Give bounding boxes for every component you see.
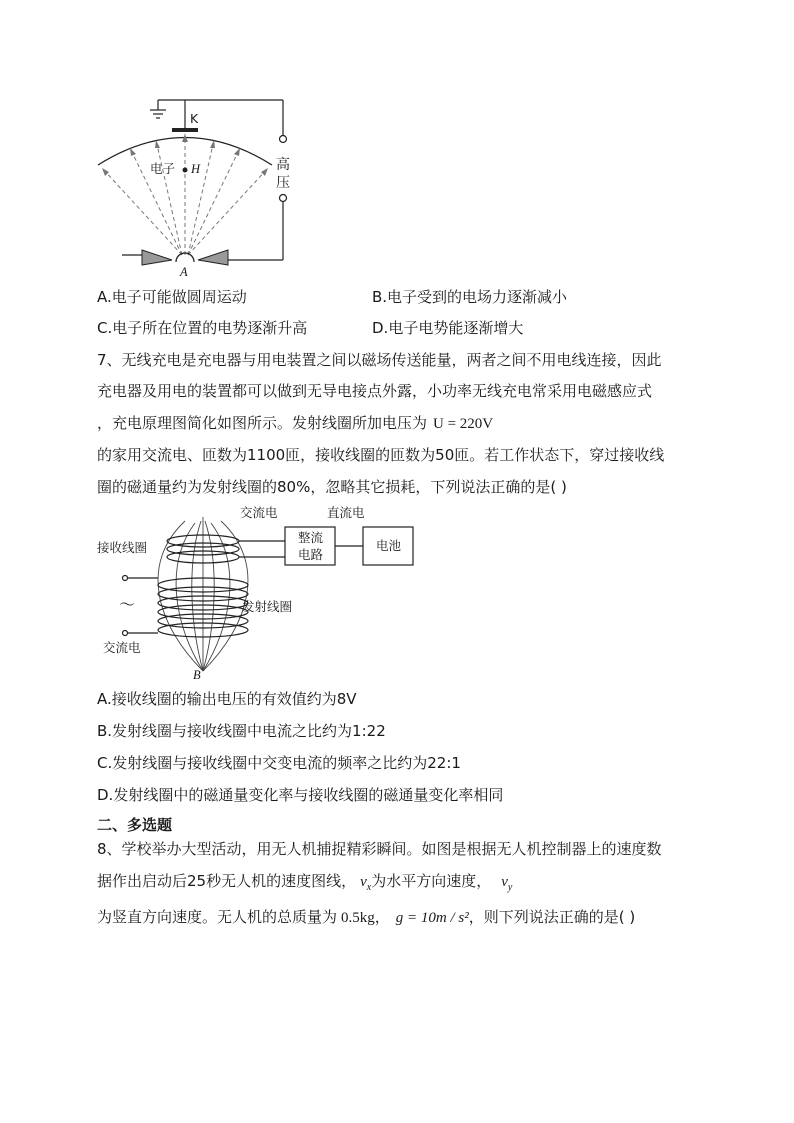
q8-line-2a: 据作出启动后25秒无人机的速度图线， bbox=[97, 872, 357, 890]
vy-symbol: $v_y$ bbox=[501, 874, 513, 893]
q8-line-2 bbox=[97, 871, 512, 898]
rectifier-label-2: 电路 bbox=[298, 547, 324, 562]
dc-label: 直流电 bbox=[327, 505, 365, 520]
q8-line-3 bbox=[97, 907, 635, 928]
q6-option-c: C.电子所在位置的电势逐渐升高 bbox=[97, 319, 308, 337]
q8-line-3b: ， bbox=[374, 908, 390, 926]
transmit-coil-label: 发射线圈 bbox=[242, 599, 293, 614]
q6-option-a: A.电子可能做圆周运动 bbox=[97, 288, 247, 306]
section-title: 二、多选题 bbox=[97, 816, 173, 834]
q7-line-3 bbox=[97, 413, 493, 434]
high-voltage-label-2: 压 bbox=[276, 175, 290, 191]
q7-line-2: 充电器及用电的装置都可以做到无导电接点外露，小功率无线充电常采用电磁感应式 bbox=[97, 382, 653, 400]
h-label: H bbox=[191, 162, 201, 176]
gravity-formula: g = 10m / s² bbox=[395, 910, 469, 926]
ac-top-label: 交流电 bbox=[240, 505, 278, 520]
wireless-charging-figure bbox=[95, 503, 425, 683]
q8-line-3c: ，则下列说法正确的是( ) bbox=[468, 908, 636, 926]
q6-option-b: B.电子受到的电场力逐渐减小 bbox=[372, 288, 568, 306]
high-voltage-label-1: 高 bbox=[276, 157, 290, 173]
vx-symbol: $v_x$ bbox=[360, 874, 372, 893]
q7-line-4: 的家用交流电、匝数为1100匝，接收线圈的匝数为50匝。若工作状态下，穿过接收线 bbox=[97, 446, 665, 464]
q8-line-2b: 为水平方向速度， bbox=[371, 872, 492, 890]
k-label: K bbox=[190, 111, 199, 126]
q7-option-d: D.发射线圈中的磁通量变化率与接收线圈的磁通量变化率相同 bbox=[97, 786, 504, 804]
q7-option-b: B.发射线圈与接收线圈中电流之比约为1:22 bbox=[97, 722, 386, 740]
electron-field-figure bbox=[90, 90, 310, 280]
q7-line-5: 圈的磁通量约为发射线圈的80%，忽略其它损耗，下列说法正确的是( ) bbox=[97, 478, 567, 496]
q7-line-3-text: ，充电原理图简化如图所示。发射线圈所加电压为 bbox=[97, 414, 428, 432]
a-label: A bbox=[180, 265, 188, 279]
q8-line-1: 8、学校举办大型活动，用无人机捕捉精彩瞬间。如图是根据无人机控制器上的速度数 bbox=[97, 840, 662, 858]
q6-option-d: D.电子电势能逐渐增大 bbox=[372, 319, 524, 337]
wireless-charging-diagram bbox=[95, 503, 425, 683]
q8-line-3a: 为竖直方向速度。无人机的总质量为 bbox=[97, 908, 338, 926]
q7-option-c: C.发射线圈与接收线圈中交变电流的频率之比约为22:1 bbox=[97, 754, 461, 772]
receive-coil-label: 接收线圈 bbox=[97, 540, 148, 555]
q7-voltage-formula: U = 220V bbox=[433, 416, 494, 432]
rectifier-label-1: 整流 bbox=[298, 530, 324, 545]
ac-bottom-label: 交流电 bbox=[103, 640, 141, 655]
battery-label: 电池 bbox=[376, 538, 402, 553]
q7-line-1: 7、无线充电是充电器与用电装置之间以磁场传送能量，两者之间不用电线连接，因此 bbox=[97, 351, 662, 369]
electron-label: 电子 bbox=[150, 161, 176, 176]
b-label: B bbox=[193, 668, 201, 682]
mass-value: 0.5kg bbox=[341, 910, 375, 926]
q7-option-a: A.接收线圈的输出电压的有效值约为8V bbox=[97, 690, 357, 708]
tilde-label: ～ bbox=[119, 595, 136, 614]
